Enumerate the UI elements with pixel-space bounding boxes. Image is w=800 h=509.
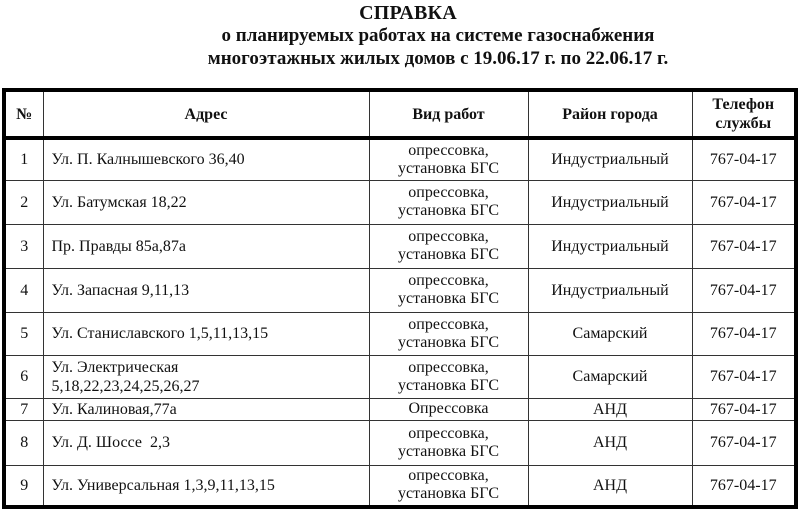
row-address: Ул. Батумская 18,22 (43, 180, 369, 224)
row-number: 5 (4, 312, 43, 355)
row-address: Ул. Калиновая,77а (43, 398, 369, 420)
row-address: Ул. Запасная 9,11,13 (43, 268, 369, 312)
row-district: Самарский (528, 355, 692, 398)
row-district: Индустриальный (528, 180, 692, 224)
row-work-type: Опрессовка (369, 398, 528, 420)
row-number: 2 (4, 180, 43, 224)
table-header-row (4, 90, 796, 138)
row-phone: 767-04-17 (692, 180, 796, 224)
planned-works-table (2, 88, 798, 509)
row-phone: 767-04-17 (692, 398, 796, 420)
table-row (4, 180, 796, 224)
row-district: АНД (528, 420, 692, 465)
table-row (4, 224, 796, 268)
row-address: Ул. Станиславского 1,5,11,13,15 (43, 312, 369, 355)
row-number: 8 (4, 420, 43, 465)
row-number: 9 (4, 465, 43, 507)
row-number: 1 (4, 138, 43, 180)
row-phone: 767-04-17 (692, 138, 796, 180)
row-work-type: опрессовка, установка БГС (369, 465, 528, 507)
row-phone: 767-04-17 (692, 312, 796, 355)
table-row (4, 138, 796, 180)
column-header-address: Адрес (43, 90, 369, 138)
column-header-work-type: Вид работ (369, 90, 528, 138)
row-address: Ул. Универсальная 1,3,9,11,13,15 (43, 465, 369, 507)
column-header-phone: Телефон службы (692, 90, 796, 138)
row-address: Ул. Электрическая 5,18,22,23,24,25,26,27 (43, 355, 369, 398)
row-number: 6 (4, 355, 43, 398)
row-address: Ул. Д. Шоссе 2,3 (43, 420, 369, 465)
row-work-type: опрессовка, установка БГС (369, 268, 528, 312)
row-phone: 767-04-17 (692, 465, 796, 507)
row-work-type: опрессовка, установка БГС (369, 420, 528, 465)
row-phone: 767-04-17 (692, 268, 796, 312)
row-district: АНД (528, 465, 692, 507)
row-district: АНД (528, 398, 692, 420)
table-row (4, 355, 796, 398)
table-row (4, 398, 796, 420)
row-district: Индустриальный (528, 138, 692, 180)
row-district: Индустриальный (528, 224, 692, 268)
document-subtitle-line-1: о планируемых работах на системе газоснабжения (221, 25, 655, 46)
row-phone: 767-04-17 (692, 420, 796, 465)
column-header-number: № (4, 90, 43, 138)
table-row (4, 465, 796, 507)
row-work-type: опрессовка, установка БГС (369, 224, 528, 268)
row-number: 4 (4, 268, 43, 312)
row-address: Пр. Правды 85а,87а (43, 224, 369, 268)
document-title: СПРАВКА (359, 2, 457, 24)
row-work-type: опрессовка, установка БГС (369, 312, 528, 355)
table-row (4, 312, 796, 355)
document-subtitle-line-2: многоэтажных жилых домов с 19.06.17 г. по 22.06.17 г. (207, 48, 669, 69)
row-number: 3 (4, 224, 43, 268)
row-work-type: опрессовка, установка БГС (369, 355, 528, 398)
row-phone: 767-04-17 (692, 224, 796, 268)
row-number: 7 (4, 398, 43, 420)
row-work-type: опрессовка, установка БГС (369, 180, 528, 224)
table-row (4, 420, 796, 465)
row-district: Самарский (528, 312, 692, 355)
column-header-district: Район города (528, 90, 692, 138)
row-district: Индустриальный (528, 268, 692, 312)
row-phone: 767-04-17 (692, 355, 796, 398)
row-work-type: опрессовка, установка БГС (369, 138, 528, 180)
row-address: Ул. П. Калнышевского 36,40 (43, 138, 369, 180)
table-row (4, 268, 796, 312)
